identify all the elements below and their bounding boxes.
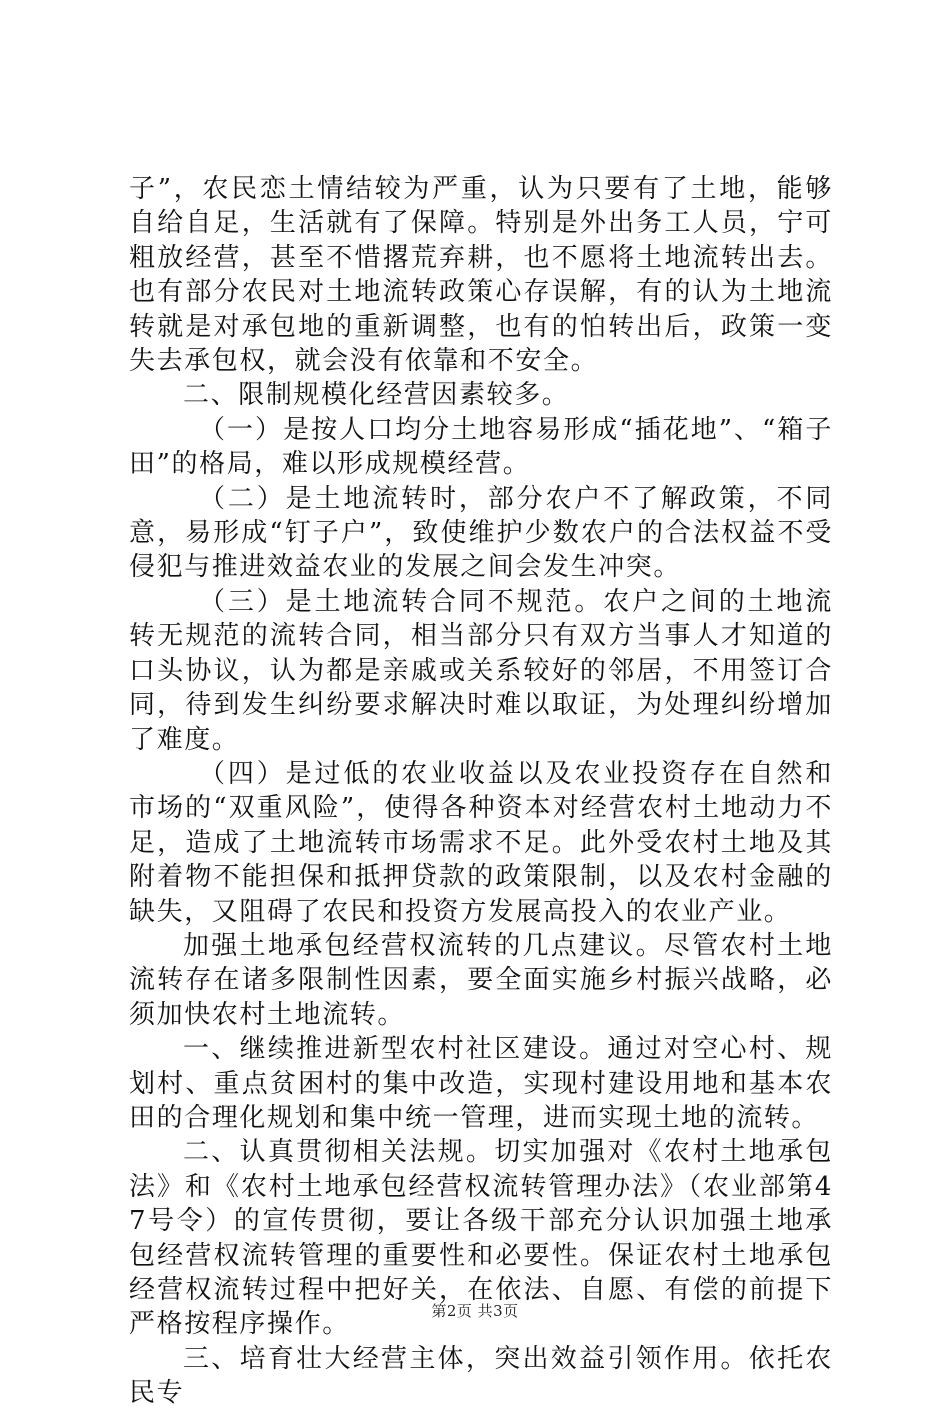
paragraph-suggestions-intro: 加强土地承包经营权流转的几点建议。尽管农村土地流转存在诸多限制性因素，要全面实施乡村振兴战略，必须加快农村土地流转。 bbox=[129, 930, 833, 1030]
paragraph-factor-3: （三）是土地流转合同不规范。农户之间的土地流转无规范的流转合同，相当部分只有双方当事人才知道的口头协议，认为都是亲戚或关系较好的邻居，不用签订合同，待到发生纠纷要求解决时难以取证，为处理纠纷增加了难度。 bbox=[129, 586, 833, 755]
paragraph-suggestion-2: 二、认真贯彻相关法规。切实加强对《农村土地承包法》和《农村土地承包经营权流转管理办法》（农业部第47号令）的宣传贯彻，要让各级干部充分认识加强土地承包经营权流转管理的重要性和必要性。保证农村土地承包经营权流转过程中把好关，在依法、自愿、有偿的前提下严格按程序操作。 bbox=[129, 1137, 833, 1340]
paragraph-suggestion-3: 三、培育壮大经营主体，突出效益引领作用。依托农民专 bbox=[129, 1343, 833, 1409]
document-body bbox=[129, 172, 833, 1411]
paragraph-continuation: 子”，农民恋土情结较为严重，认为只要有了土地，能够自给自足，生活就有了保障。特别是外出务工人员，宁可粗放经营，甚至不惜撂荒弃耕，也不愿将土地流转出去。也有部分农民对土地流转政策心存误解，有的认为土地流转就是对承包地的重新调整，也有的怕转出后，政策一变失去承包权，就会没有依靠和不安全。 bbox=[129, 174, 833, 377]
section-heading-limiting-factors: 二、限制规模化经营因素较多。 bbox=[183, 380, 570, 411]
paragraph-factor-1: （一）是按人口均分土地容易形成“插花地”、“箱子田”的格局，难以形成规模经营。 bbox=[129, 414, 833, 480]
page-number-footer: 第2页 共3页 bbox=[431, 1302, 519, 1320]
paragraph-factor-2: （二）是土地流转时，部分农户不了解政策，不同意，易形成“钉子户”，致使维护少数农户的合法权益不受侵犯与推进效益农业的发展之间会发生冲突。 bbox=[129, 483, 833, 583]
paragraph-factor-4: （四）是过低的农业收益以及农业投资存在自然和市场的“双重风险”，使得各种资本对经营农村土地动力不足，造成了土地流转市场需求不足。此外受农村土地及其附着物不能担保和抵押贷款的政策限制，以及农村金融的缺失，又阻碍了农民和投资方发展高投入的农业产业。 bbox=[129, 758, 833, 927]
paragraph-suggestion-1: 一、继续推进新型农村社区建设。通过对空心村、规划村、重点贫困村的集中改造，实现村建设用地和基本农田的合理化规划和集中统一管理，进而实现土地的流转。 bbox=[129, 1034, 833, 1133]
